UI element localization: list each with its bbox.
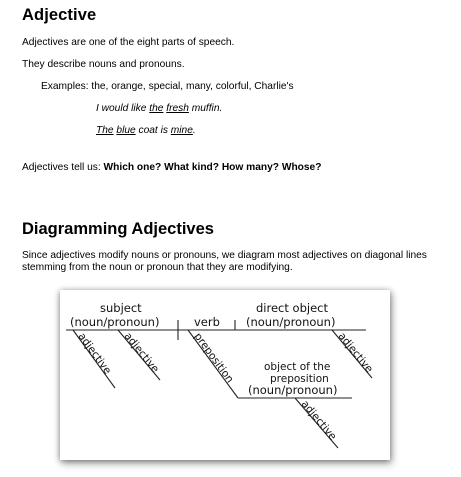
subject-label: subject	[100, 301, 142, 315]
example-2-post: .	[192, 125, 196, 136]
object-adjective: adjective	[335, 330, 376, 376]
example-2-adjective-blue: blue	[116, 125, 136, 136]
section-title: Diagramming Adjectives	[22, 220, 214, 238]
object-of-the-label: object of the	[264, 361, 331, 373]
object-of-preposition-adjective: adjective	[298, 398, 339, 443]
intro-line-2: They describe nouns and pronouns.	[22, 59, 185, 70]
verb-label: verb	[194, 315, 220, 329]
example-1-post: muffin.	[188, 103, 223, 114]
example-sentence-1	[96, 102, 222, 115]
example-1-adjective-fresh: fresh	[166, 103, 189, 114]
example-1-pre: I would like	[96, 103, 150, 114]
preposition-label: preposition	[191, 330, 236, 386]
section-paragraph: Since adjectives modify nouns or pronouns, we diagram most adjectives on diagonal lines stemming from the noun or pronoun that they are modifying.	[22, 250, 427, 273]
object-sub-label: (noun/pronoun)	[248, 383, 338, 397]
direct-object-label: direct object	[256, 301, 328, 315]
subject-sub-label: (noun/pronoun)	[70, 315, 160, 329]
example-1-adjective-the: the	[149, 103, 164, 114]
tells-prefix: Adjectives tell us:	[22, 162, 104, 173]
sentence-diagram	[60, 290, 390, 460]
example-2-adjective-mine: mine	[170, 125, 193, 136]
adjectives-tell-us-line	[22, 161, 321, 174]
example-sentence-2	[96, 124, 196, 137]
intro-line-1: Adjectives are one of the eight parts of speech.	[22, 37, 235, 48]
direct-object-sub-label: (noun/pronoun)	[246, 315, 336, 329]
tells-questions: Which one? What kind? How many? Whose?	[103, 162, 322, 173]
subject-adjective-2: adjective	[121, 330, 162, 376]
examples-line: Examples: the, orange, special, many, colorful, Charlie's	[41, 81, 294, 92]
page-title: Adjective	[22, 6, 97, 24]
subject-adjective-1: adjective	[75, 330, 114, 377]
example-2-mid: coat is	[135, 125, 171, 136]
object-preposition-label: preposition	[270, 373, 329, 385]
sentence-diagram-svg	[60, 290, 390, 460]
example-2-adjective-the: The	[96, 125, 114, 136]
